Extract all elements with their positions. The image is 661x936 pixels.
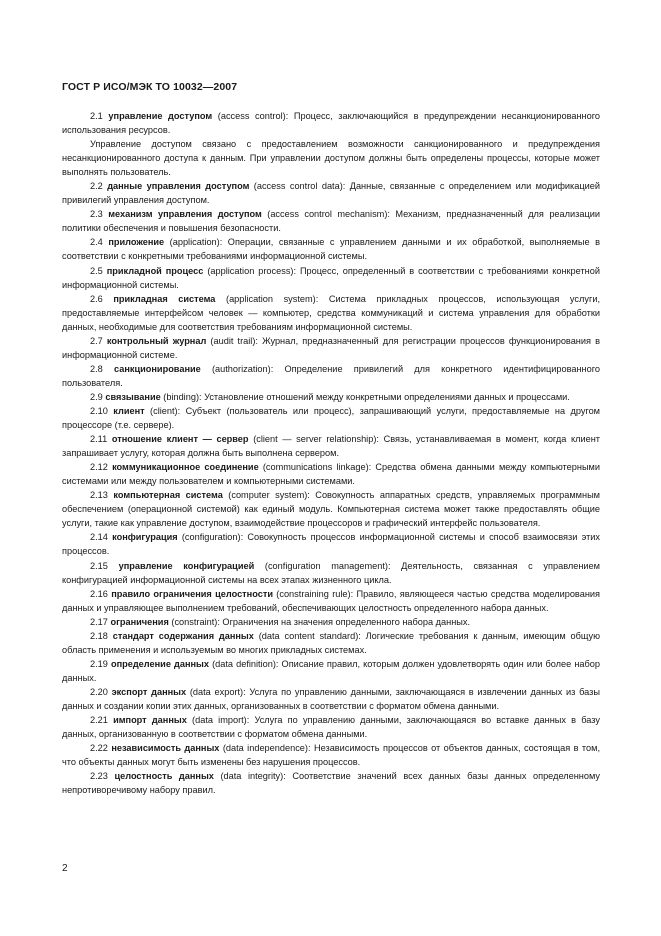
entry-number: 2.10 — [90, 405, 108, 416]
entry-term: импорт данных — [113, 715, 187, 726]
entry-number: 2.23 — [90, 771, 108, 782]
entry-term: клиент — [113, 405, 145, 416]
entry-term: приложение — [108, 237, 165, 248]
entry-text: (data integrity): Соответствие значений всех данных базы данных определенному непротиворечивому набору правил. — [62, 771, 601, 796]
entry-term: управление конфигурацией — [118, 560, 255, 571]
entry-text: (client): Субъект (пользователь или процесс), запрашивающий услуги, предоставляемые на другом процессоре (т.е. сервере). — [62, 405, 600, 431]
entry-term: механизм управления доступом — [108, 209, 262, 220]
entry-text: (data content standard): Логические требования к данным, имеющим общую область применения и используемым во многих прикладных системах. — [62, 630, 600, 655]
entry-number: 2.11 — [90, 434, 108, 445]
entry-text: (access control data): Данные, связанные с определением или модификацией привилегий управления доступом. — [62, 181, 600, 206]
entry-text: (data definition): Описание правил, которым должен удовлетворять один или более набор данных. — [62, 658, 600, 683]
definition-entry — [62, 587, 600, 615]
entry-text: (access control): Процесс, заключающийся в предупреждении несанкционированного использования ресурсов. — [62, 111, 600, 136]
definition-entry — [62, 713, 600, 741]
entry-text: (constraint): Ограничения на значения определенного набора данных. — [168, 616, 471, 627]
page-number: 2 — [62, 863, 68, 874]
definition-entry — [62, 264, 600, 292]
entry-text: (client — server relationship): Связь, устанавливаемая в момент, когда клиент запрашивает услугу, которая должна быть выполнена сервером. — [62, 434, 600, 459]
entry-text: (configuration): Совокупность процессов информационной системы и способ взаимосвязи этих процессов. — [62, 532, 601, 557]
entry-term: ограничения — [110, 616, 169, 627]
definition-entry — [62, 137, 600, 179]
definition-entry — [62, 488, 600, 530]
entry-number: 2.5 — [90, 265, 103, 276]
entry-number: 2.2 — [90, 181, 103, 192]
definition-entry — [62, 334, 600, 362]
entry-number: 2.8 — [90, 363, 103, 374]
entry-number: 2.3 — [90, 209, 103, 220]
definition-entry — [62, 404, 600, 432]
entry-text: (communications linkage): Средства обмена данными между компьютерными системами или между пользователем и компьютерными системами. — [62, 462, 600, 487]
definitions-list — [62, 109, 600, 797]
entry-number: 2.22 — [90, 743, 108, 754]
entry-text: (binding): Установление отношений между конкретными определениями данных и процессами. — [160, 391, 570, 402]
definition-entry — [62, 362, 600, 390]
entry-number: 2.7 — [90, 335, 103, 346]
entry-text: (data import): Услуга по управлению данными, заключающаяся во вставке данных в базу данных, организованную в соответствии с форматом обмена данными. — [62, 715, 600, 740]
entry-term: компьютерная система — [113, 490, 223, 501]
entry-term: данные управления доступом — [107, 181, 250, 192]
entry-number: 2.13 — [90, 490, 108, 501]
definition-entry — [62, 109, 600, 137]
entry-number: 2.16 — [90, 588, 108, 599]
document-header: ГОСТ Р ИСО/МЭК ТО 10032—2007 — [62, 81, 238, 93]
entry-number: 2.9 — [90, 391, 103, 402]
entry-text: (application system): Система прикладных процессов, использующая услуги, предоставляемые интерфейсом человек — компьютер, средства коммуникаций и система управления для обработки данных, необходимые для соответствия требованиям информационной системы. — [62, 293, 601, 332]
entry-term: определение данных — [110, 658, 209, 669]
entry-text: (access control mechanism): Механизм, предназначенный для реализации политики обеспечения и повышения безопасности. — [62, 209, 600, 234]
entry-term: целостность данных — [114, 771, 214, 782]
entry-term: отношение клиент — сервер — [111, 434, 249, 445]
entry-number: 2.17 — [90, 616, 108, 627]
entry-text: (application): Операции, связанные с управлением данными и их обработкой, выполняемые в соответствии с конкретными требованиями информационной системы. — [62, 237, 600, 262]
entry-number: 2.15 — [90, 560, 108, 571]
entry-text: Управление доступом связано с предоставлением возможности санкционированного и предупреждения несанкционированного доступа к данным. При управлении доступом должны быть определены процессы, которые может выполнять пользователь. — [62, 139, 600, 178]
definition-entry — [62, 629, 600, 657]
entry-text: (data export): Услуга по управлению данными, заключающаяся в извлечении данных из базы данных и создании копии этих данных, организованных в соответствии с форматом обмена данными. — [62, 686, 600, 711]
entry-term: санкционирование — [114, 363, 201, 374]
entry-term: коммуникационное соединение — [112, 462, 259, 473]
definition-entry — [62, 559, 600, 587]
entry-number: 2.21 — [90, 715, 108, 726]
definition-entry — [62, 179, 600, 207]
definition-entry — [62, 207, 600, 235]
entry-term: управление доступом — [108, 111, 213, 121]
entry-text: (computer system): Совокупность аппаратных средств, управляемых программным обеспечением (операционной системой) как единый модуль. Компьютерная система может также предоставлять общие услуги, такие как управление доступом, взаимодействие процессоров и графический интерфейс пользователя. — [62, 490, 600, 529]
entry-text: (configuration management): Деятельность, связанная с управлением конфигурацией информационной системы на всех этапах жизненного цикла. — [62, 560, 600, 585]
definition-entry — [62, 292, 600, 334]
entry-term: независимость данных — [111, 743, 220, 754]
entry-number: 2.20 — [90, 686, 108, 697]
definition-entry — [62, 615, 600, 629]
entry-number: 2.4 — [90, 237, 103, 248]
entry-number: 2.18 — [90, 630, 108, 641]
entry-text: (audit trail): Журнал, предназначенный для регистрации процессов функционирования в информационной системе. — [62, 335, 600, 360]
entry-number: 2.12 — [90, 462, 108, 473]
definition-entry — [62, 235, 600, 263]
definition-entry — [62, 530, 600, 558]
entry-term: прикладной процесс — [106, 265, 204, 276]
entry-term: контрольный журнал — [106, 335, 207, 346]
entry-term: экспорт данных — [111, 686, 187, 697]
entry-number: 2.1 — [90, 111, 103, 121]
entry-number: 2.14 — [90, 532, 108, 543]
definition-entry — [62, 390, 600, 404]
definition-entry — [62, 432, 600, 460]
definition-entry — [62, 769, 600, 797]
entry-term: стандарт содержания данных — [112, 630, 254, 641]
definition-entry — [62, 741, 600, 769]
entry-number: 2.19 — [90, 658, 108, 669]
entry-term: конфигурация — [112, 532, 178, 543]
entry-text: (constraining rule): Правило, являющееся частью средства моделирования данных и управляющее выполнением требований, обеспечивающих целостность определенного набора данных. — [62, 588, 601, 613]
definition-entry — [62, 657, 600, 685]
entry-text: (application process): Процесс, определенный в соответствии с требованиями конкретной информационной системы. — [62, 265, 600, 290]
entry-term: прикладная система — [113, 293, 216, 304]
definition-entry — [62, 460, 600, 488]
entry-text: (authorization): Определение привилегий для конкретного идентифицированного пользователя. — [62, 363, 601, 388]
entry-text: (data independence): Независимость процессов от объектов данных, состоящая в том, что объекты данных могут быть изменены без нарушения процессов. — [62, 743, 600, 768]
entry-number: 2.6 — [90, 293, 103, 304]
entry-term: связывание — [105, 391, 161, 402]
entry-term: правило ограничения целостности — [111, 588, 273, 599]
definition-entry — [62, 685, 600, 713]
